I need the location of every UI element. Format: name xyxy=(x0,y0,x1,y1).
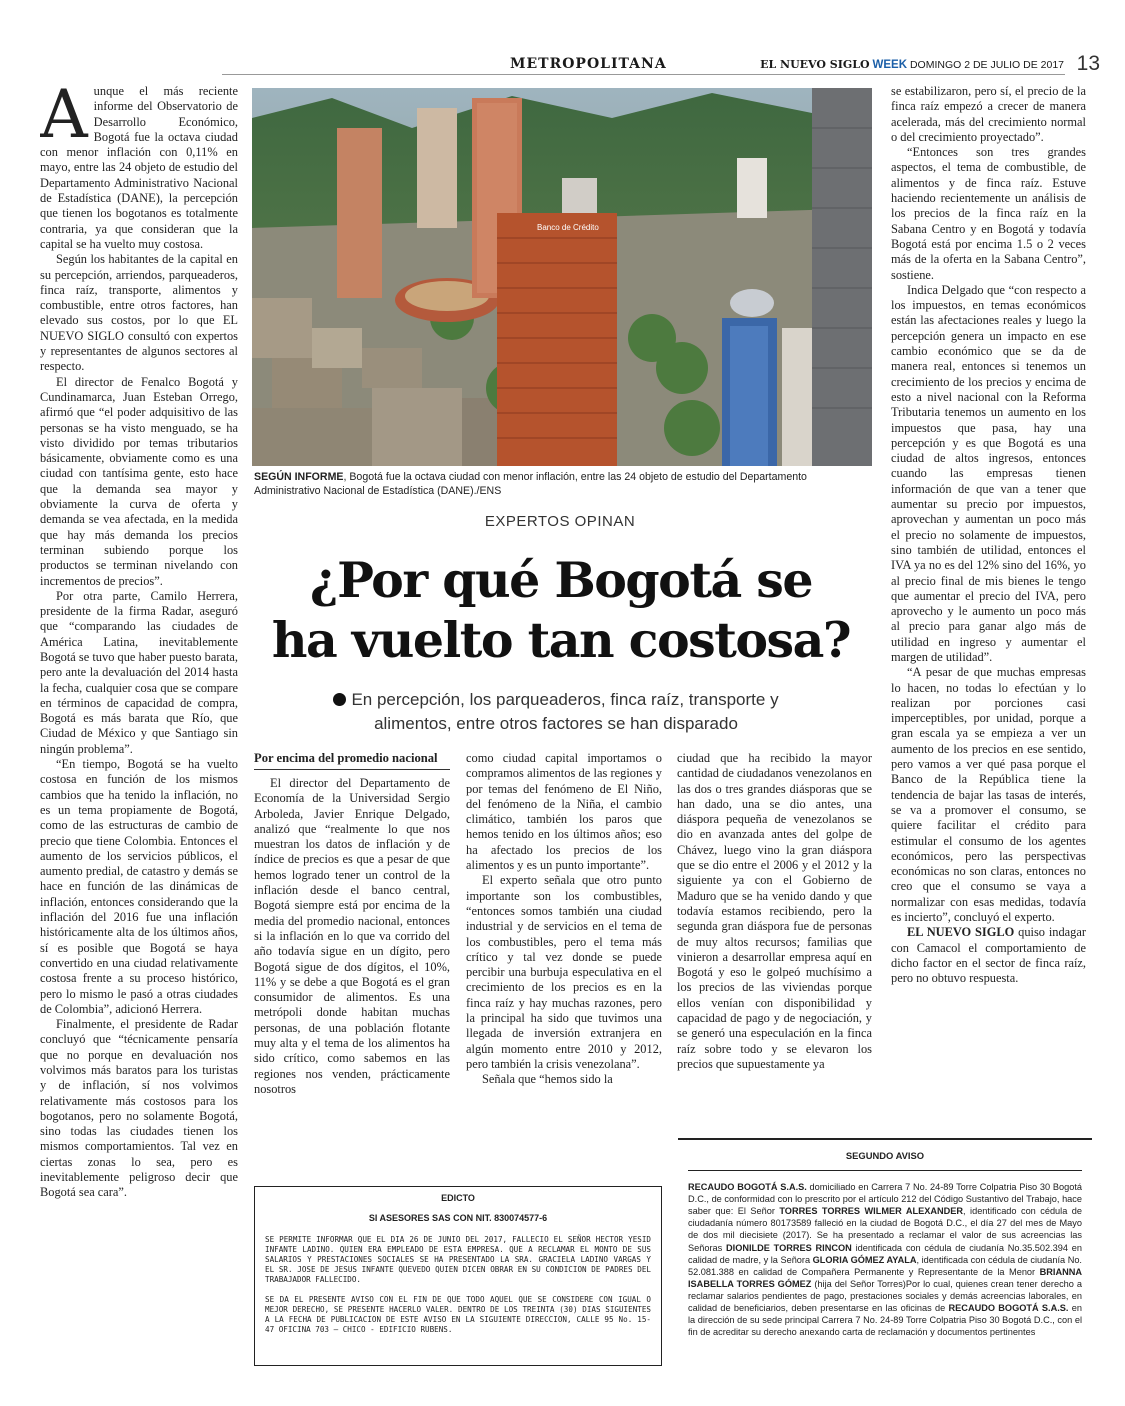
brand-name: EL NUEVO SIGLO xyxy=(760,58,870,71)
subsection-title: Por encima del promedio nacional xyxy=(254,751,450,770)
aviso-name: BRIANNA ISABELLA TORRES GÓMEZ xyxy=(688,1266,1082,1289)
article-column-4 xyxy=(677,751,872,1123)
paragraph xyxy=(891,925,1086,986)
aviso-name: GLORIA GÓMEZ AYALA xyxy=(812,1254,917,1265)
paragraph: Por otra parte, Camilo Herrera, presidente de la firma Radar, aseguró que “comparando las ciudades de América Latina, inevitablemente Bogotá se tuvo que haber puesto barata, pero ante la devaluación del 2014 hasta la fecha, cualquier cosa que se compare en términos de capacidad de compra, Bogotá es más barata que Río, que Ciudad de México y que Santiago sin ningún problema”. xyxy=(40,588,238,756)
aviso-text xyxy=(688,1170,1082,1338)
article-column-5 xyxy=(891,84,1086,1134)
photo-building-sign: Banco de Crédito xyxy=(537,223,599,232)
article-column-2 xyxy=(254,751,450,1171)
paragraph: como ciudad capital importamos o compramos alimentos de las regiones y por temas del fenómeno de El Niño, del fenómeno de la Niña, el cambio climático, también los paros que hemos tenido en los últimos años; eso ha afectado los precios de los alimentos y es un punto importante”. xyxy=(466,751,662,873)
photo-caption xyxy=(254,470,866,498)
paragraph: “En tiempo, Bogotá se ha vuelto costosa en función de los mismos cambios que ha tenido la inflación, no es un tema propiamente de Bogotá, como de las estructuras de cambio de precio que tiene Colombia. Entonces el aumento de los servicios públicos, el aumento predial, de catastro y demás se hace en función de las dinámicas de inflación, entonces considerando que la inflación del 2016 fue una inflación históricamente alta de los últimos años, sí es posible que Bogotá se haya convertido en una ciudad relativamente costosa frente a su proceso histórico, pero lo mismo le pasó a otras ciudades de Colombia”, adicionó Herrera. xyxy=(40,757,238,1016)
caption-text: , Bogotá fue la octava ciudad con menor inflación, entre las 24 objeto de estudio del Departamento Administrativo Nacional de Estadística (DANE)./ENS xyxy=(254,471,807,497)
article-kicker: EXPERTOS OPINAN xyxy=(484,513,636,530)
brand-week: WEEK xyxy=(872,59,908,71)
headline-line: ha vuelto tan costosa? xyxy=(271,611,851,669)
article-photo xyxy=(252,88,872,466)
aviso-name: DIONILDE TORRES RINCON xyxy=(726,1242,852,1253)
edicto-paragraph: SE PERMITE INFORMAR QUE EL DIA 26 DE JUNIO DEL 2017, FALLECIO EL SEÑOR HECTOR YESID INFANTE LADINO. QUIEN ERA EMPLEADO DE ESTA EMPRESA. QUE A RECLAMAR EL MONTO DE SUS SALARIOS Y PRESTACIONES SOCIALES SE HA PRESENTADO LA SRA. GRACIELA LADINO VARGAS Y EL SR. JOSE DE JESUS INFANTE QUEVEDO QUIEN DICEN OBRAR EN SU CONDICION DE PADRES DEL TRABAJADOR FALLECIDO. xyxy=(265,1235,651,1284)
paragraph: El director del Departamento de Economía de la Universidad Sergio Arboleda, Javier Enrique Delgado, analizó que “realmente lo que nos muestran los datos de inflación y de índice de precios es que a pesar de que hemos logrado tener un control de la inflación desde el banco central, Bogotá siempre está por encima de la media del promedio nacional, entonces si la inflación en lo que va corrido del año todavía sigue en un dígito, pero Bogotá sigue de dos dígitos, el 10%, 11% y se debe a que Bogotá es el gran consumidor de alimentos. Es una metrópoli donde habitan muchas personas, de una población flotante muy alta y el tema de los alimentos ha sido crítico, como sabemos en las regiones nos venden, prácticamente nosotros xyxy=(254,776,450,1096)
aviso-fragment: identificada con cédula de ciudanía No.35.502.394 en calidad de madre, y la Señora xyxy=(688,1242,1082,1265)
page-header xyxy=(30,52,1100,80)
paragraph: Indica Delgado que “con respecto a los impuestos, en temas económicos están las afectaciones reales y luego la percepción genera un impacto en ese cambio económico que se da de manera real, entonces si tenemos un crecimiento de los precios y encima de esto a nivel nacional con la Reforma Tributaria tenemos un aumento en los impuestos que pasa, hay una percepción y es que Bogotá es una ciudad de altos ingresos, entonces cuando las empresas tienen información de que van a tener que aumentar su precio por impuestos, aprovechan y aumentan un poco más el precio no solamente de impuestos, sino también de utilidad, entonces el IVA ya no es del 12% sino del 16%, yo al precio final de mis bienes le tengo que aumentar el precio del IVA, pero aprovecho y le aumento un poco más al precio para ganar algo más de utilidad en ingreso y aumentar el margen de utilidad”. xyxy=(891,282,1086,664)
masthead xyxy=(760,58,1064,71)
subhead-text: En percepción, los parqueaderos, finca raíz, transporte y alimentos, entre otros factores se han disparado xyxy=(351,690,779,733)
paragraph: se estabilizaron, pero sí, el precio de la finca raíz empezó a crecer de manera acelerada, más del crecimiento normal o del crecimiento proyectado”. xyxy=(891,84,1086,144)
header-rule xyxy=(222,74,1065,75)
lead-paragraph-text: unque el más reciente informe del Observatorio de Desarrollo Económico, Bogotá fue la octava ciudad con menor inflación con 0,11% en mayo, entre las 24 objeto de estudio del Departamento Administrativo Nacional de Estadística (DANE), la percepción que tienen los bogotanos es totalmente contraria, ya que consideran que la capital se ha vuelto muy costosa. xyxy=(40,84,238,251)
article-column-3 xyxy=(466,751,662,1171)
paragraph: ciudad que ha recibido la mayor cantidad de ciudadanos venezolanos en las dos o tres grandes diásporas que se han dado, una se dio antes, una diáspora pequeña de venezolanos se dio en avanzada antes del golpe de Chávez, luego vino la gran diáspora que se dio entre el 2006 y el 2012 y la siguiente ya con el Gobierno de Maduro que se ha venido dando y que todavía estamos recibiendo, pero la segunda gran diáspora fue de personas de muy altos recursos; familias que vinieron a desarrollar empresa aquí en Bogotá y eso le golpeó muchísimo a los precios de las viviendas porque ellos venían con disponibilidad y capacidad de pago y de negociación, y se generó una especulación en la finca raíz sobre todo y se elevaron los precios que supuestamente ya xyxy=(677,751,872,1071)
paragraph: “A pesar de que muchas empresas lo hacen, no todas lo efectúan y lo realizan por porciones casi imperceptibles, por unidad, porque a gran escala ya se empieza a ver un aumento de los precios en ese sentido, pero vamos a ver qué pasa porque el Banco de la República tiene la tendencia de bajar las tasas de interés, se va a promover el consumo, se quiere facilitar el crédito para estimular el consumo de los agentes económicos, pero las perspectivas económicas no son claras, entonces no creo que el consumo se vaya a normalizar con esas medidas, todavía es incierto”, concluyó el experto. xyxy=(891,665,1086,925)
issue-date: DOMINGO 2 DE JULIO DE 2017 xyxy=(909,59,1064,71)
aviso-name: TORRES TORRES WILMER ALEXANDER xyxy=(779,1206,964,1217)
drop-cap: A xyxy=(40,84,88,153)
aviso-fragment: (hija del Señor Torres)Por lo cual, quienes crean tener derecho a reclamar salarios pendientes de pago, prestaciones sociales y demás acreencias laborales, en calidad de beneficiarios, deben presentarse en las oficinas de xyxy=(688,1278,1082,1314)
aviso-fragment: , identificada con cédula de ciudanía No. 52.081.388 en calidad de Compañera Permanente y Representante de la Menor xyxy=(688,1254,1082,1277)
edicto-paragraph: SE DA EL PRESENTE AVISO CON EL FIN DE QUE TODO AQUEL QUE SE CONSIDERE CON IGUAL O MEJOR DERECHO, SE PRESENTE HACERLO VALER. DENTRO DE LOS TREINTA (30) DIAS SIGUIENTES A LA FECHA DE PUBLICACION DE ESTE AVISO EN LA SIGUIENTE DIRECCION, CALLE 95 No. 15-47 OFICINA 703 – CHICO - EDIFICIO RUBENS. xyxy=(265,1295,651,1334)
article-column-1 xyxy=(40,84,238,1364)
section-label: METROPOLITANA xyxy=(510,56,667,72)
paragraph: Según los habitantes de la capital en su percepción, arriendos, parqueaderos, finca raíz, transporte, alimentos y combustible, entre otros factores, han elevado sus costos, por lo que EL NUEVO SIGLO consultó con expertos y representantes de algunos sectores al respecto. xyxy=(40,252,238,374)
article-subhead xyxy=(296,688,816,736)
aviso-fragment: , identificado con cédula de ciudadanía número 80173589 falleció en la ciudad de Bogotá D.C., el día 27 del mes de Mayo de dos mil diecisiete (2017). Se ha presentado a reclamar el valor de sus acreencias las Señoras xyxy=(688,1206,1082,1253)
caption-lead: SEGÚN INFORME xyxy=(254,471,344,483)
paragraph-text: quiso indagar con Camacol el comportamiento de dicho factor en el sector de finca raíz, pero no obtuvo respuesta. xyxy=(891,925,1086,986)
paragraph: “Entonces son tres grandes aspectos, el tema de combustible, de alimentos y de finca raíz. Estuve haciendo recientemente un análisis de los precios de la finca raíz en la Sabana Centro y en Bogotá y todavía Bogotá está por encima 1.5 o 2 veces más de la oferta en la Sabana Centro”, sostiene. xyxy=(891,145,1086,282)
edicto-title: EDICTO xyxy=(441,1193,475,1203)
aviso-fragment: en la dirección de su sede principal Carrera 7 No. 24-89 Torre Colpatria Piso 30 Bogotá D.C., con el fin de acreditar su derecho anexando carta de reclamación y documentos pertinentes xyxy=(688,1303,1082,1338)
segundo-aviso-notice xyxy=(678,1138,1092,1362)
paragraph: Finalmente, el presidente de Radar concluyó que “técnicamente pensaría que no porque en devaluación nos volvimos más baratos para los turistas y de inflación, sí nos volvimos relativamente más costosos para los bogotanos, pero no solamente Bogotá, sino todas las ciudades tienen los mismos comportamientos. Tal vez en ciertas zonas lo sea, pero es inevitablemente peligroso decir que Bogotá sea cara”. xyxy=(40,1017,238,1200)
page-number: 13 xyxy=(1076,52,1100,75)
paragraph: El experto señala que otro punto importante son los combustibles, “entonces somos también una ciudad industrial y de servicios en el tema de los combustibles, pero el tema más crítico y tal vez donde se puede percibir una burbuja especulativa en el crecimiento de los precios es en la finca raíz y hay muchas razones, pero la principal ha sido que tuvimos una llegada de inversión extranjera en algún momento entre 2010 y 2012, pero también la crisis venezolana”. xyxy=(466,873,662,1071)
aviso-title: SEGUNDO AVISO xyxy=(845,1150,925,1161)
headline-line: ¿Por qué Bogotá se xyxy=(309,551,813,609)
aviso-company: RECAUDO BOGOTÁ S.A.S. xyxy=(688,1182,807,1193)
bullet-icon xyxy=(333,693,346,706)
lead-paragraph xyxy=(40,84,238,252)
edicto-company: SI ASESORES SAS CON NIT. 830074577-6 xyxy=(368,1213,548,1223)
aviso-fragment: domiciliado en Carrera 7 No. 24-89 Torre Colpatria Piso 30 Bogotá D.C., de conformidad con lo prescrito por el artículo 212 del Código Sustantivo del Trabajo, hace saber que: El Señor xyxy=(688,1182,1082,1217)
paragraph: Señala que “hemos sido la xyxy=(482,1072,613,1087)
edicto-notice xyxy=(254,1186,662,1366)
article-headline xyxy=(248,550,874,670)
brand-mention: EL NUEVO SIGLO xyxy=(907,925,1015,940)
aviso-company: RECAUDO BOGOTÁ S.A.S. xyxy=(948,1303,1069,1314)
paragraph: El director de Fenalco Bogotá y Cundinamarca, Juan Esteban Orrego, afirmó que “el poder adquisitivo de las personas se ha visto menguado, se ha visto dividido por temas tributarios básicamente, obviamente como es una ciudad con tantísima gente, esto hace que la demanda sea mayor y obviamente la curva de oferta y demanda se vea afectada, en la medida que hay más demanda los precios terminan subiendo porque los productos se terminan nivelando con incrementos de precios”. xyxy=(40,374,238,588)
